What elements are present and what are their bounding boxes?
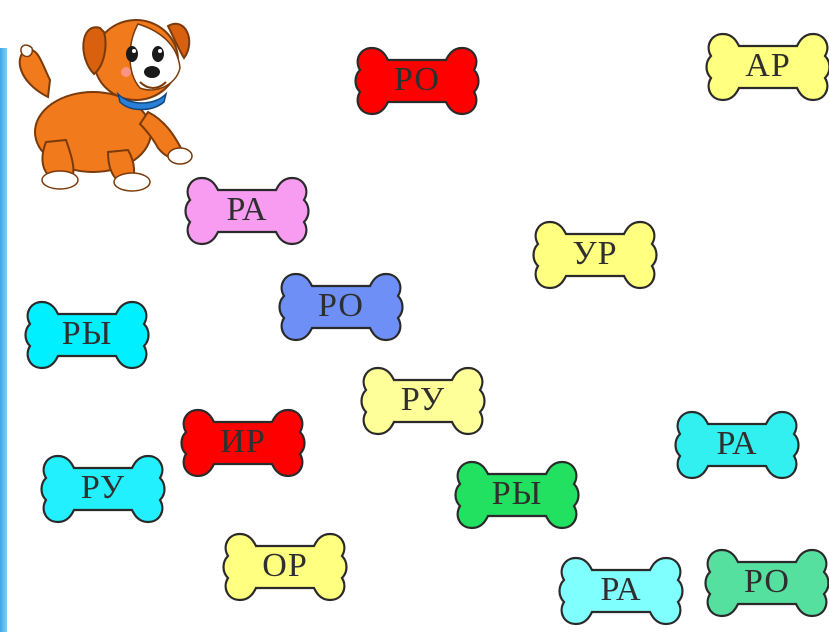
bone-syllable: РО <box>744 563 790 600</box>
bone-card[interactable] <box>352 38 482 122</box>
bone-syllable: РУ <box>400 381 446 418</box>
puppy-dog-icon <box>8 2 198 192</box>
bone-card[interactable] <box>703 24 829 108</box>
bone-syllable: УР <box>572 235 618 272</box>
bone-card[interactable] <box>22 292 152 376</box>
left-edge-strip <box>0 48 7 632</box>
bone-card[interactable] <box>276 264 406 348</box>
bone-syllable: РА <box>226 191 268 228</box>
bone-syllable: ОР <box>262 547 308 584</box>
bone-syllable: РО <box>394 61 440 98</box>
bone-card[interactable] <box>452 452 582 536</box>
bone-card[interactable] <box>530 212 660 296</box>
bone-card[interactable] <box>178 400 308 484</box>
bone-card[interactable] <box>672 402 802 486</box>
bone-syllable: ИР <box>220 423 266 460</box>
bone-syllable: РЫ <box>61 315 113 352</box>
bone-card[interactable] <box>182 168 312 252</box>
bone-syllable: РУ <box>80 469 126 506</box>
bone-card[interactable] <box>702 540 829 624</box>
bone-syllable: РО <box>318 287 364 324</box>
bone-card[interactable] <box>358 358 488 442</box>
bone-syllable: РЫ <box>491 475 543 512</box>
bone-syllable: РА <box>716 425 758 462</box>
bone-syllable: АР <box>745 47 791 84</box>
bone-card[interactable] <box>220 524 350 608</box>
bone-card[interactable] <box>556 548 686 632</box>
bone-syllable: РА <box>600 571 642 608</box>
bone-card[interactable] <box>38 446 168 530</box>
